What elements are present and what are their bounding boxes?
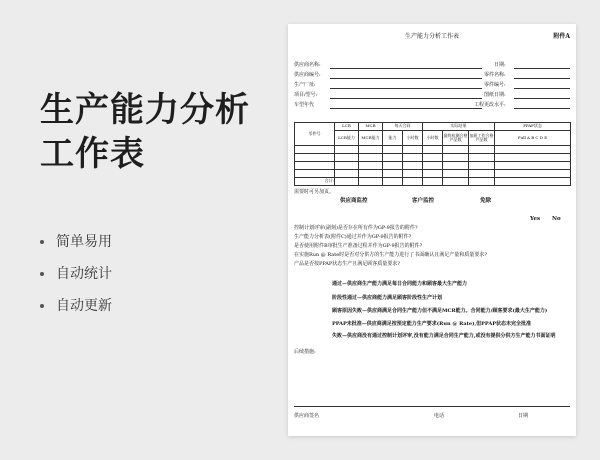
doc-annex: 附件A (553, 33, 570, 40)
table-total-row (295, 178, 571, 186)
result-item: 顾客原因失败—供应商满足合同生产能力但不满足MCR能力。合同能力/顾客要求(最大生产能力) (332, 308, 548, 314)
follow-up-label: 后续措施: (294, 349, 316, 355)
feature-item: 自动统计 (40, 264, 112, 296)
field-line[interactable] (330, 108, 482, 109)
field-label-address: 生产厂址: (294, 82, 316, 88)
section-supplier-monitor: 供应商监控 (340, 198, 368, 204)
bullet-icon (40, 240, 44, 244)
bullet-icon (40, 272, 44, 276)
capacity-table (294, 122, 571, 186)
th-check: 加班工作合格产品数 (469, 131, 495, 146)
table-note: 需要时可另加页。 (294, 189, 335, 195)
table-row (295, 146, 571, 154)
result-item: 失败—供应商没有通过控制计划评审,没有能力满足合同生产能力,或没有提供分供方生产能力书面证明 (332, 333, 556, 339)
field-label-model-year: 车型年代 (294, 102, 315, 108)
table-row (295, 154, 571, 162)
table-row (295, 170, 571, 178)
field-label-supplier-name: 供应商名称: (294, 62, 321, 68)
result-item: PPAP未批准—供应商满足按预定能力生产要求(Run @ Rate),但PPAP状态未完全批准 (332, 321, 531, 327)
question-item: 生产能力分析表(附件C)通过并作为GP-9报告的附件? (294, 234, 412, 240)
yes-label: Yes (530, 216, 541, 222)
th-actual: 实际结果 (423, 123, 495, 131)
question-item: 控制计划评审(副刻)是否存在所有件为GP-9报告的附件? (294, 225, 418, 231)
result-item: 阶段性通过—供应商能力满足顾客阶段性生产计划 (332, 295, 443, 301)
field-line[interactable] (330, 98, 482, 99)
th-mcr: MCR (359, 123, 383, 131)
field-line[interactable] (514, 68, 570, 69)
field-label-project: 项目/型号: (294, 92, 318, 98)
field-label-part-no: 零件编号: (484, 82, 506, 88)
table-row (295, 162, 571, 170)
result-item: 通过—供应商生产能力满足每日合同能力和顾客最大生产能力 (332, 281, 468, 287)
field-line[interactable] (514, 88, 570, 89)
footer-divider (294, 406, 570, 407)
th-ppap-codes: Full A B C D E (495, 131, 571, 146)
footer-phone: 电话 (434, 413, 445, 419)
no-label: No (552, 216, 561, 222)
feature-list (40, 232, 112, 328)
question-item: 在实施Run @ Rate时是否对分供方的生产能力进行了书面确认且满足产量和质量要求? (294, 252, 487, 258)
footer-signature: 供应商签名 (294, 413, 320, 419)
feature-item: 自动更新 (40, 296, 112, 328)
field-line[interactable] (514, 98, 570, 99)
field-label-date: 日期: (494, 62, 506, 68)
total-label: 合计: (295, 178, 335, 186)
field-line[interactable] (514, 108, 570, 109)
th-ppap: PPAP状态 (495, 123, 571, 131)
field-line[interactable] (330, 78, 482, 79)
th-final: 最终检测合格产品数 (443, 131, 469, 146)
question-item: 是否使用附件B审批生产准备过程并作为GP-9报告的附件? (294, 243, 423, 249)
th-capacity: 能力 (383, 131, 403, 146)
page-title: 生产能力分析工作表 (40, 90, 250, 174)
th-mcr-cap: MCR能力 (359, 131, 383, 146)
field-label-supplier-no: 供应商编号: (294, 72, 321, 78)
th-part-no: 零件号 (295, 123, 335, 146)
th-weekly: 每天合同 (383, 123, 423, 131)
footer-date: 日期 (518, 413, 529, 419)
question-item: 产品是否按PPAP状态生产且满足顾客质量要求? (294, 261, 400, 267)
field-line[interactable] (330, 88, 482, 89)
section-exempt: 免除 (480, 198, 492, 204)
field-line[interactable] (514, 78, 570, 79)
th-lcr: LCR (335, 123, 359, 131)
field-label-part-name: 零件名称: (484, 72, 506, 78)
field-label-eng-change: 工程更改水平: (474, 102, 506, 108)
field-line[interactable] (330, 68, 482, 69)
th-hours: 小时数 (403, 131, 423, 146)
field-label-drawing-date: 图纸日期: (484, 92, 506, 98)
bullet-icon (40, 304, 44, 308)
doc-title: 生产能力分析工作表 (404, 33, 459, 40)
th-lcr-cap: LCR能力 (335, 131, 359, 146)
feature-item: 简单易用 (40, 232, 112, 264)
th-hours-2: 小时数 (423, 131, 443, 146)
section-customer-monitor: 客户监控 (412, 198, 435, 204)
document-preview[interactable] (288, 24, 576, 436)
